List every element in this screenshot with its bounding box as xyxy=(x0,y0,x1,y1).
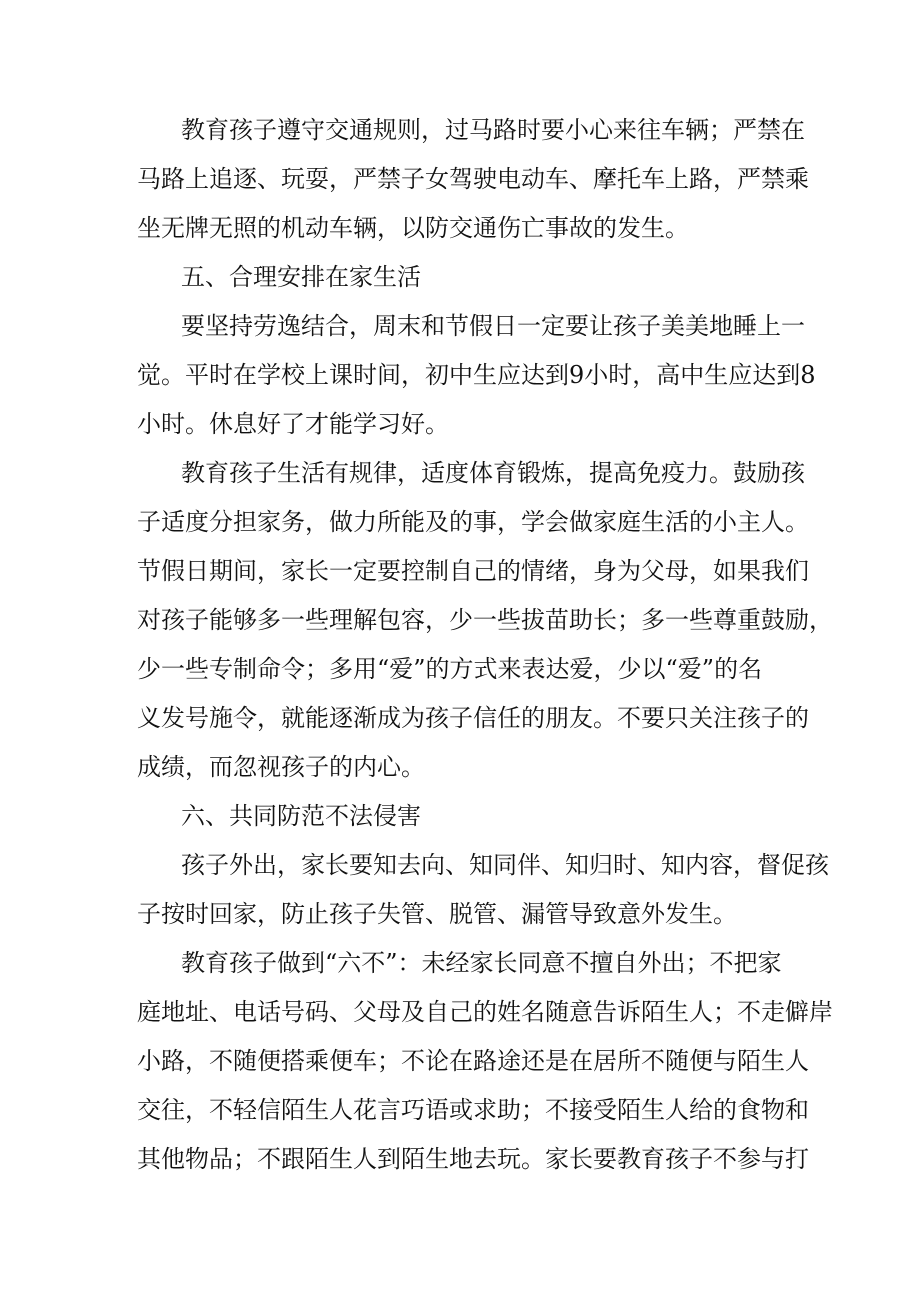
text-line: 马路上追逐、玩耍，严禁子女驾驶电动车、摩托车上路，严禁乘 xyxy=(137,165,809,193)
text-line: 要坚持劳逸结合，周末和节假日一定要让孩子美美地睡上一 xyxy=(181,312,805,340)
text-line: 对孩子能够多一些理解包容，少一些拔苗助长；多一些尊重鼓励， xyxy=(137,606,833,634)
text-line: 孩子外出，家长要知去向、知同伴、知归时、知内容，督促孩 xyxy=(181,851,829,879)
text-line: 义发号施令，就能逐渐成为孩子信任的朋友。不要只关注孩子的 xyxy=(137,704,809,732)
section-five-heading: 五、合理安排在家生活 xyxy=(181,263,421,291)
text-line: 觉。平时在学校上课时间，初中生应达到9小时，高中生应达到8 xyxy=(137,361,816,389)
section-six-heading: 六、共同防范不法侵害 xyxy=(181,802,421,830)
text-line: 节假日期间，家长一定要控制自己的情绪，身为父母，如果我们 xyxy=(137,557,809,585)
text-line: 小路，不随便搭乘便车；不论在路途还是在居所不随便与陌生人 xyxy=(137,1047,809,1075)
text-line: 庭地址、电话号码、父母及自己的姓名随意告诉陌生人；不走僻岸 xyxy=(137,998,833,1026)
text-line: 教育孩子生活有规律，适度体育锻炼，提高免疫力。鼓励孩 xyxy=(181,459,805,487)
text-line: 小时。休息好了才能学习好。 xyxy=(137,410,449,438)
text-line: 交往，不轻信陌生人花言巧语或求助；不接受陌生人给的食物和 xyxy=(137,1096,809,1124)
text-line: 坐无牌无照的机动车辆，以防交通伤亡事故的发生。 xyxy=(137,214,689,242)
text-line: 子按时回家，防止孩子失管、脱管、漏管导致意外发生。 xyxy=(137,900,737,928)
text-line: 子适度分担家务，做力所能及的事，学会做家庭生活的小主人。 xyxy=(137,508,809,536)
text-line: 其他物品；不跟陌生人到陌生地去玩。家长要教育孩子不参与打 xyxy=(137,1145,809,1173)
text-line: 教育孩子做到“六不”：未经家长同意不擅自外出；不把家 xyxy=(181,949,782,977)
text-line: 教育孩子遵守交通规则，过马路时要小心来往车辆；严禁在 xyxy=(181,116,805,144)
text-line: 少一些专制命令；多用“爱”的方式来表达爱，少以“爱”的名 xyxy=(137,655,763,683)
text-line: 成绩，而忽视孩子的内心。 xyxy=(137,753,425,781)
